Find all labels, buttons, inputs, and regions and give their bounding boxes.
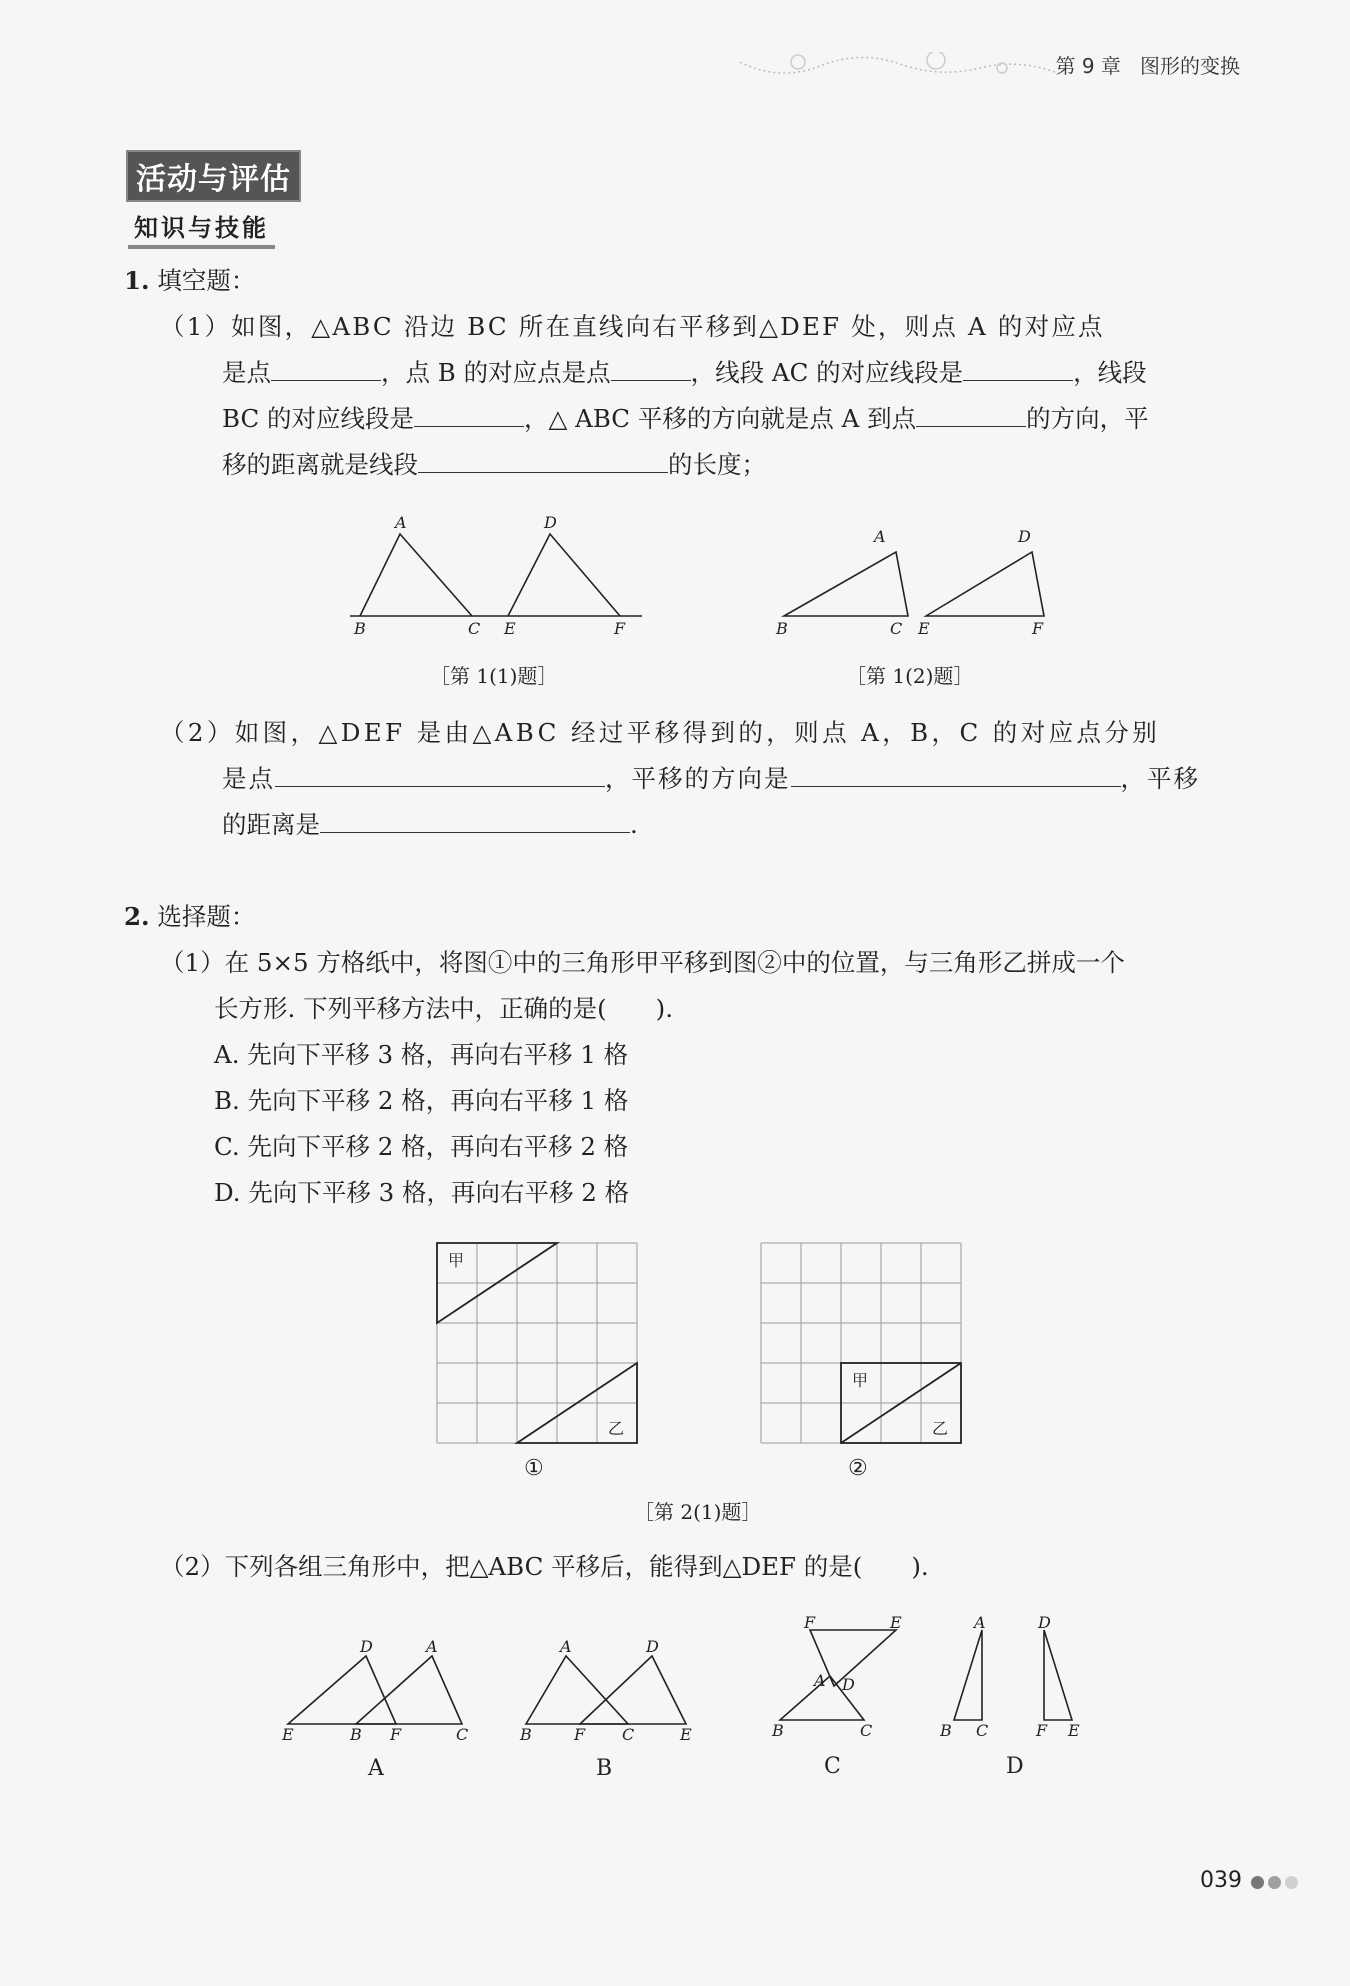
label-d: D bbox=[646, 1637, 659, 1656]
q2-1-line1: （1）在 5×5 方格纸中，将图①中的三角形甲平移到图②中的位置，与三角形乙拼成一个 bbox=[160, 948, 1125, 977]
running-header bbox=[1055, 50, 1240, 79]
label-f: F bbox=[1036, 1721, 1048, 1740]
q1-1-line1: （1）如图，△ABC 沿边 BC 所在直线向右平移到△DEF 处，则点 A 的对应点 bbox=[160, 312, 1105, 341]
option-figure-d bbox=[940, 1610, 1090, 1740]
label-e: E bbox=[1068, 1721, 1080, 1740]
label-jia: 甲 bbox=[852, 1371, 869, 1390]
label-a: A bbox=[426, 1637, 438, 1656]
q1-label: 填空题： bbox=[157, 266, 256, 295]
text: 移的距离就是线段 bbox=[222, 450, 418, 479]
label-a: A bbox=[874, 527, 886, 546]
label-b: B bbox=[940, 1721, 952, 1740]
page-dots bbox=[1247, 1874, 1298, 1893]
label-d: D bbox=[842, 1675, 855, 1694]
text: ，平移的方向是 bbox=[605, 764, 791, 793]
label-e: E bbox=[282, 1725, 294, 1740]
label-f: F bbox=[614, 619, 626, 638]
option-figure-c bbox=[760, 1610, 920, 1740]
dot-icon bbox=[1285, 1876, 1298, 1889]
label-a: A bbox=[395, 513, 407, 532]
label-b: B bbox=[776, 619, 788, 638]
q1-2-line2 bbox=[222, 762, 1200, 796]
label-jia: 甲 bbox=[448, 1251, 465, 1270]
page-number: 039 bbox=[1200, 1868, 1242, 1893]
text: BC 的对应线段是 bbox=[222, 404, 414, 433]
caption-2-1: ［第 2(1)题］ bbox=[634, 1500, 762, 1524]
q2-2-line1: （2）下列各组三角形中，把△ABC 平移后，能得到△DEF 的是( ). bbox=[160, 1552, 929, 1581]
option-figure-b bbox=[512, 1620, 702, 1740]
label-f: F bbox=[574, 1725, 586, 1740]
text: ，△ ABC 平移的方向就是点 A 到点 bbox=[524, 404, 917, 433]
figure-2-marker: ② bbox=[848, 1456, 868, 1481]
option-figure-a bbox=[276, 1620, 476, 1740]
answer-blank[interactable] bbox=[275, 762, 605, 787]
label-c: C bbox=[976, 1721, 989, 1740]
q2-1-line2: 长方形. 下列平移方法中，正确的是( ). bbox=[214, 994, 673, 1023]
label-f: F bbox=[390, 1725, 402, 1740]
label-e: E bbox=[918, 619, 930, 638]
q2-number: 2. bbox=[124, 902, 150, 931]
q2-heading bbox=[124, 900, 255, 934]
q2-option-d[interactable]: D. 先向下平移 3 格，再向右平移 2 格 bbox=[214, 1178, 630, 1207]
figure-1-marker: ① bbox=[524, 1456, 544, 1481]
text: . bbox=[630, 810, 638, 839]
grid-figure-1 bbox=[434, 1240, 640, 1446]
q2-label: 选择题： bbox=[157, 902, 256, 931]
chapter-title: 图形的变换 bbox=[1140, 54, 1240, 78]
grid-figure-2 bbox=[758, 1240, 964, 1446]
label-f: F bbox=[804, 1613, 816, 1632]
label-e: E bbox=[680, 1725, 692, 1740]
text: 的方向，平 bbox=[1026, 404, 1149, 433]
caption-1-2: ［第 1(2)题］ bbox=[846, 664, 974, 688]
label-b: B bbox=[520, 1725, 532, 1740]
label-d: D bbox=[1018, 527, 1031, 546]
answer-blank[interactable] bbox=[414, 402, 524, 427]
q1-1-line4 bbox=[222, 448, 766, 482]
answer-blank[interactable] bbox=[916, 402, 1026, 427]
label-b: B bbox=[772, 1721, 784, 1740]
label-c: C bbox=[890, 619, 903, 638]
text: 是点 bbox=[222, 358, 271, 387]
text: ，线段 AC 的对应线段是 bbox=[690, 358, 964, 387]
sub-title: 知识与技能 bbox=[128, 206, 275, 249]
text: 的距离是 bbox=[222, 810, 320, 839]
label-c: C bbox=[468, 619, 481, 638]
label-a: A bbox=[560, 1637, 572, 1656]
text: ，平移 bbox=[1120, 764, 1200, 793]
q1-1-line2 bbox=[222, 356, 1147, 390]
label-f: F bbox=[1032, 619, 1044, 638]
text: ，线段 bbox=[1073, 358, 1147, 387]
label-yi: 乙 bbox=[608, 1419, 625, 1438]
text: 的长度； bbox=[668, 450, 766, 479]
answer-blank[interactable] bbox=[963, 356, 1073, 381]
label-a: A bbox=[814, 1671, 826, 1690]
label-c: C bbox=[456, 1725, 469, 1740]
label-d: D bbox=[544, 513, 557, 532]
q1-heading bbox=[124, 264, 255, 298]
label-e: E bbox=[504, 619, 516, 638]
q1-2-line1: （2）如图，△DEF 是由△ABC 经过平移得到的，则点 A，B，C 的对应点分别 bbox=[160, 718, 1161, 747]
q1-2-line3 bbox=[222, 808, 638, 842]
answer-blank[interactable] bbox=[611, 356, 691, 381]
label-e: E bbox=[890, 1613, 902, 1632]
dot-icon bbox=[1268, 1876, 1281, 1889]
option-label-b[interactable]: B bbox=[596, 1756, 613, 1781]
q2-option-c[interactable]: C. 先向下平移 2 格，再向右平移 2 格 bbox=[214, 1132, 629, 1161]
label-a: A bbox=[974, 1613, 986, 1632]
chapter-number: 第 9 章 bbox=[1055, 54, 1121, 78]
answer-blank[interactable] bbox=[791, 762, 1121, 787]
option-label-c[interactable]: C bbox=[824, 1754, 841, 1779]
figure-1-2 bbox=[770, 520, 1060, 640]
header-decoration bbox=[740, 52, 1060, 82]
caption-1-1: ［第 1(1)题］ bbox=[430, 664, 558, 688]
answer-blank[interactable] bbox=[418, 448, 668, 473]
label-c: C bbox=[860, 1721, 873, 1740]
q1-1-line3 bbox=[222, 402, 1149, 436]
label-yi: 乙 bbox=[932, 1419, 949, 1438]
section-title: 活动与评估 bbox=[126, 150, 301, 202]
option-label-a[interactable]: A bbox=[368, 1756, 384, 1781]
label-d: D bbox=[360, 1637, 373, 1656]
q2-option-a[interactable]: A. 先向下平移 3 格，再向右平移 1 格 bbox=[214, 1040, 629, 1069]
answer-blank[interactable] bbox=[271, 356, 381, 381]
q1-number: 1. bbox=[124, 266, 150, 295]
label-b: B bbox=[350, 1725, 362, 1740]
dot-icon bbox=[1251, 1876, 1264, 1889]
label-c: C bbox=[622, 1725, 635, 1740]
option-label-d[interactable]: D bbox=[1006, 1754, 1024, 1779]
label-b: B bbox=[354, 619, 366, 638]
text: 是点 bbox=[222, 764, 275, 793]
figure-1-1 bbox=[340, 510, 650, 640]
label-d: D bbox=[1038, 1613, 1051, 1632]
text: ，点 B 的对应点是点 bbox=[381, 358, 611, 387]
answer-blank[interactable] bbox=[320, 808, 630, 833]
q2-option-b[interactable]: B. 先向下平移 2 格，再向右平移 1 格 bbox=[214, 1086, 629, 1115]
